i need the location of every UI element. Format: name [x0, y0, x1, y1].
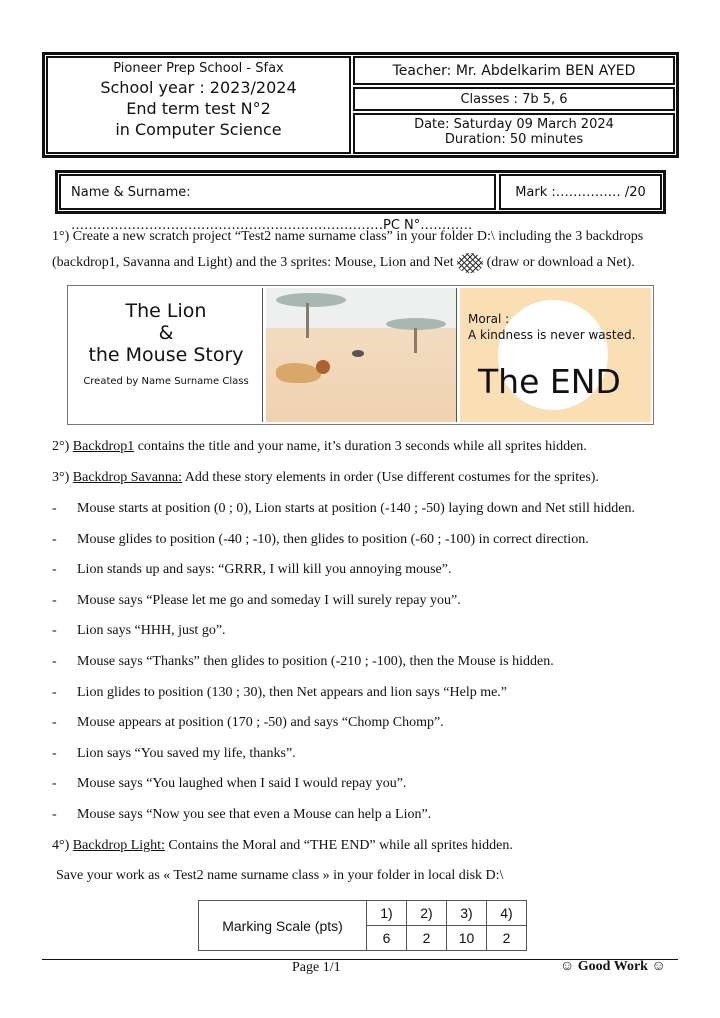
- moral-text: A kindness is never wasted.: [468, 328, 636, 342]
- save-instruction: Save your work as « Test2 name surname class » in your folder in local disk D:\: [56, 868, 504, 883]
- good-work: ☺ Good Work ☺: [560, 959, 666, 974]
- q1-line2-text: (backdrop1, Savanna and Light) and the 3 sprites: Mouse, Lion and Net: [52, 255, 454, 271]
- bullet-dash: -: [52, 654, 57, 669]
- created-by: Created by Name Surname Class: [83, 376, 249, 387]
- story-step-text: Mouse says “Please let me go and someday I will surely repay you”.: [77, 592, 461, 608]
- story-title-2: &: [158, 322, 174, 344]
- question-header: 1): [367, 901, 407, 926]
- story-step: [52, 532, 589, 548]
- bullet-dash: -: [52, 531, 57, 547]
- story-step: [52, 593, 461, 609]
- test-title: End term test N°2: [126, 99, 271, 118]
- bullet-dash: -: [52, 807, 57, 822]
- bullet-dash: -: [52, 623, 57, 639]
- question-points: 2: [407, 926, 447, 951]
- q4: [52, 838, 513, 854]
- school-year: School year : 2023/2024: [100, 78, 297, 97]
- teacher-cell: Teacher: Mr. Abdelkarim BEN AYED: [353, 56, 675, 85]
- story-step-text: Mouse says “Thanks” then glides to position (-210 ; -100), then the Mouse is hidden.: [77, 654, 554, 669]
- q3-backdrop: Backdrop Savanna:: [72, 470, 183, 485]
- lion-sprite: [276, 363, 321, 383]
- story-step: [52, 746, 296, 762]
- the-end-text: The END: [478, 362, 621, 401]
- q4-text: Contains the Moral and “THE END” while all sprites hidden.: [164, 838, 513, 853]
- bullet-dash: -: [52, 562, 57, 578]
- q4-label: 4°): [52, 838, 73, 853]
- story-step: [52, 776, 406, 792]
- light-preview: [460, 288, 651, 422]
- story-step: [52, 715, 444, 731]
- q3: [52, 470, 599, 486]
- question-points: 2: [487, 926, 527, 951]
- net-icon: [457, 253, 483, 273]
- q3-text: Add these story elements in order (Use different costumes for the sprites).: [182, 470, 599, 485]
- school-name: Pioneer Prep School - Sfax: [113, 61, 284, 76]
- story-step-text: Mouse starts at position (0 ; 0), Lion starts at position (-140 ; -50) laying down and Net still hidden.: [77, 501, 635, 516]
- q2-backdrop: Backdrop1: [72, 439, 135, 454]
- story-step-text: Lion stands up and says: “GRRR, I will kill you annoying mouse”.: [77, 562, 452, 578]
- subject: in Computer Science: [115, 120, 282, 139]
- tree-trunk-icon: [414, 328, 417, 353]
- mark-field[interactable]: Mark :…………… /20: [499, 174, 662, 210]
- bullet-dash: -: [52, 501, 57, 516]
- backdrop1-preview: [70, 288, 263, 422]
- story-step-text: Mouse says “Now you see that even a Mouse can help a Lion”.: [77, 807, 432, 822]
- bullet-dash: -: [52, 776, 57, 792]
- q4-backdrop: Backdrop Light:: [72, 838, 165, 853]
- story-title-1: The Lion: [125, 300, 207, 322]
- story-step-text: Mouse says “You laughed when I said I would repay you”.: [77, 776, 407, 792]
- tree-icon: [276, 293, 346, 307]
- bullet-dash: -: [52, 745, 57, 761]
- story-step-text: Lion says “You saved my life, thanks”.: [77, 745, 296, 761]
- question-header: 4): [487, 901, 527, 926]
- story-step-text: Mouse glides to position (-40 ; -10), then glides to position (-60 ; -100) in correct direction.: [77, 531, 589, 547]
- q2-label: 2°): [52, 439, 73, 454]
- q2-text: contains the title and your name, it’s duration 3 seconds while all sprites hidden.: [134, 439, 587, 454]
- q1-line2: [52, 253, 635, 273]
- duration: Duration: 50 minutes: [444, 132, 584, 147]
- story-step: [52, 685, 507, 701]
- marking-label: Marking Scale (pts): [199, 901, 367, 951]
- name-field[interactable]: Name & Surname: ………………………………………………………………PC N°…………: [59, 174, 496, 210]
- tree-trunk-icon: [306, 303, 309, 338]
- moral-label: Moral :: [468, 312, 510, 326]
- question-header: 2): [407, 901, 447, 926]
- savanna-preview: [266, 288, 457, 422]
- bullet-dash: -: [52, 684, 57, 700]
- story-step-text: Mouse appears at position (170 ; -50) and says “Chomp Chomp”.: [77, 715, 444, 731]
- story-step-text: Lion glides to position (130 ; 30), then Net appears and lion says “Help me.”: [77, 684, 508, 700]
- q1-line2-end: (draw or download a Net).: [486, 255, 635, 271]
- date-cell: [353, 113, 675, 154]
- question-points: 10: [447, 926, 487, 951]
- q3-label: 3°): [52, 470, 73, 485]
- bullet-dash: -: [52, 715, 57, 731]
- story-step: [52, 501, 635, 517]
- story-step: [52, 654, 554, 670]
- story-step: [52, 807, 431, 823]
- story-step-text: Lion says “HHH, just go”.: [77, 623, 226, 639]
- story-step: [52, 623, 226, 639]
- story-step: [52, 562, 451, 578]
- question-header: 3): [447, 901, 487, 926]
- page-number: Page 1/1: [292, 960, 341, 975]
- classes-cell: Classes : 7b 5, 6: [353, 87, 675, 111]
- q1-line1: 1°) Create a new scratch project “Test2 name surname class” in your folder D:\ including the 3 backdrops: [52, 229, 644, 244]
- school-info-cell: [46, 56, 351, 154]
- date: Date: Saturday 09 March 2024: [414, 117, 614, 132]
- bullet-dash: -: [52, 592, 57, 608]
- lion-mane: [316, 360, 330, 374]
- mouse-sprite: [352, 350, 364, 357]
- marking-scale-table: [198, 900, 527, 951]
- question-points: 6: [367, 926, 407, 951]
- q2: [52, 439, 587, 455]
- story-title-3: the Mouse Story: [88, 344, 244, 366]
